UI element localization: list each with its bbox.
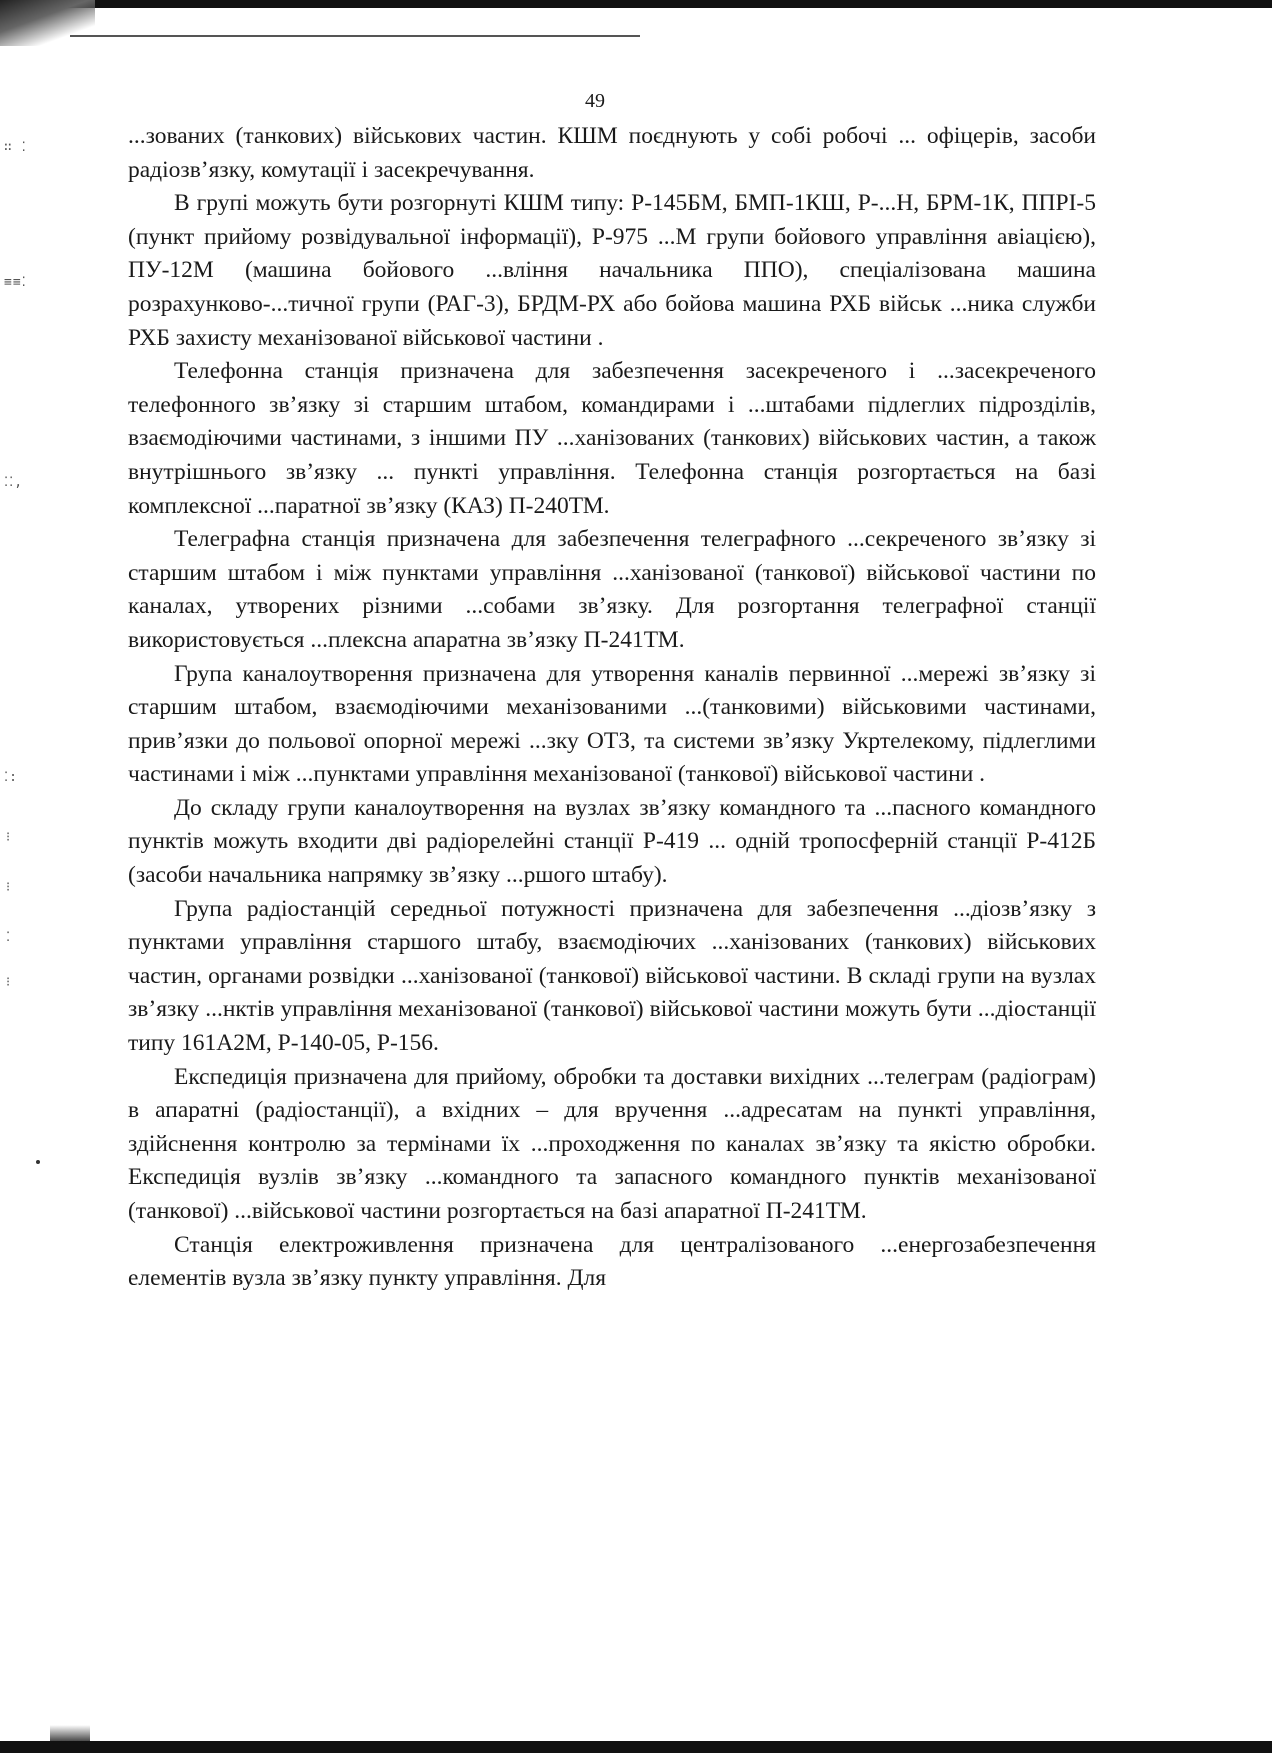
paragraph: Група радіостанцій середньої потужності призначена для забезпечення ...діозв’язку з пунктами управління старшого штабу, взаємодіючих ...ханізованих (танкових) військових частин, органами розвідки ...ханізованої (танкової) військової частини. В складі групи на вузлах зв’язку ...нктів управління механізованої (танкової) військової частини можуть бути ...діостанції типу 161А2М, Р-140-05, Р-156. [128, 895, 1096, 1057]
margin-mark: ⁝ [6, 830, 12, 845]
paragraph: ...зованих (танкових) військових частин. КШМ поєднують у собі робочі ... офіцерів, засоби радіозв’язку, комутації і засекречування. [128, 123, 1096, 183]
margin-mark: ≡≡⁚ [4, 275, 27, 290]
scan-corner-artifact [0, 0, 95, 46]
paragraph: Станція електроживлення призначена для централізованого ...енергозабезпечення елементів вузла зв’язку пункту управління. Для [128, 1231, 1096, 1292]
margin-mark: ⁚ [6, 930, 12, 945]
paragraph: Експедиція призначена для прийому, обробки та доставки вихідних ...телеграм (радіограм) в апаратні (радіостанції), а вхідних – для вручення ...адресатам на пункті управління, здійснення контролю за термінами їх ...проходження по каналах зв’язку та якістю обробки. Експедиція вузлів зв’язку ...командного та запасного командного пунктів механізованої (танкової) ...військової частини розгортається на базі апаратної П-241ТМ. [128, 1063, 1096, 1224]
scan-top-rule [70, 35, 640, 37]
scan-top-border [0, 0, 1272, 8]
margin-dot [36, 1160, 40, 1164]
margin-mark: ∷ ⁚ [4, 140, 27, 155]
paragraph: Телеграфна станція призначена для забезпечення телеграфного ...секреченого зв’язку зі старшим штабом і між пунктами управління ...ханізованої (танкової) військової частини по каналах, утворених різними ...собами зв’язку. Для розгортання телеграфної станції використовується ...плексна апаратна зв’язку П-241ТМ. [128, 526, 1096, 653]
paragraph: В групі можуть бути розгорнуті КШМ типу: Р-145БМ, БМП-1КШ, Р-...Н, БРМ-1К, ППРІ-5 (пункт прийому розвідувальної інформації), Р-975 ...М групи бойового управління авіацією), ПУ-12М (машина бойового ...вління начальника ППО), спеціалізована машина розрахунково-...тичної групи (РАГ-3), БРДМ-РХ або бойова машина РХБ військ ...ника служби РХБ захисту механізованої військової частини . [128, 190, 1096, 351]
margin-mark: ⁝ [6, 880, 12, 895]
document-body [128, 120, 1096, 1296]
page-number: 49 [585, 90, 605, 112]
paragraph: Телефонна станція призначена для забезпечення засекреченого і ...засекреченого телефонного зв’язку зі старшим штабом, командирами і ...штабами підлеглих підрозділів, взаємодіючими частинами, з іншими ПУ ...ханізованих (танкових) військових частин, а також внутрішнього зв’язку ... пункті управління. Телефонна станція розгортається на базі комплексної ...паратної зв’язку (КАЗ) П-240ТМ. [128, 358, 1096, 519]
scan-bottom-border [0, 1741, 1272, 1753]
paragraph: Група каналоутворення призначена для утворення каналів первинної ...мережі зв’язку зі старшим штабом, взаємодіючими механізованими ...(танковими) військовими частинами, прив’язки до польової опорної мережі ...зку ОТЗ, та системи зв’язку Укртелекому, підлеглими частинами і між ...пунктами управління механізованої (танкової) військової частини . [128, 660, 1096, 788]
margin-mark: ⁚: [4, 770, 18, 785]
margin-mark: ⁝ [6, 975, 12, 990]
paragraph: До складу групи каналоутворення на вузлах зв’язку командного та ...пасного командного пунктів можуть входити дві радіорелейні станції Р-419 ... одній тропосферній станції Р-412Б (засоби начальника напрямку зв’язку ...ршого штабу). [128, 794, 1096, 889]
margin-mark: ⁚⁚, [4, 475, 24, 490]
